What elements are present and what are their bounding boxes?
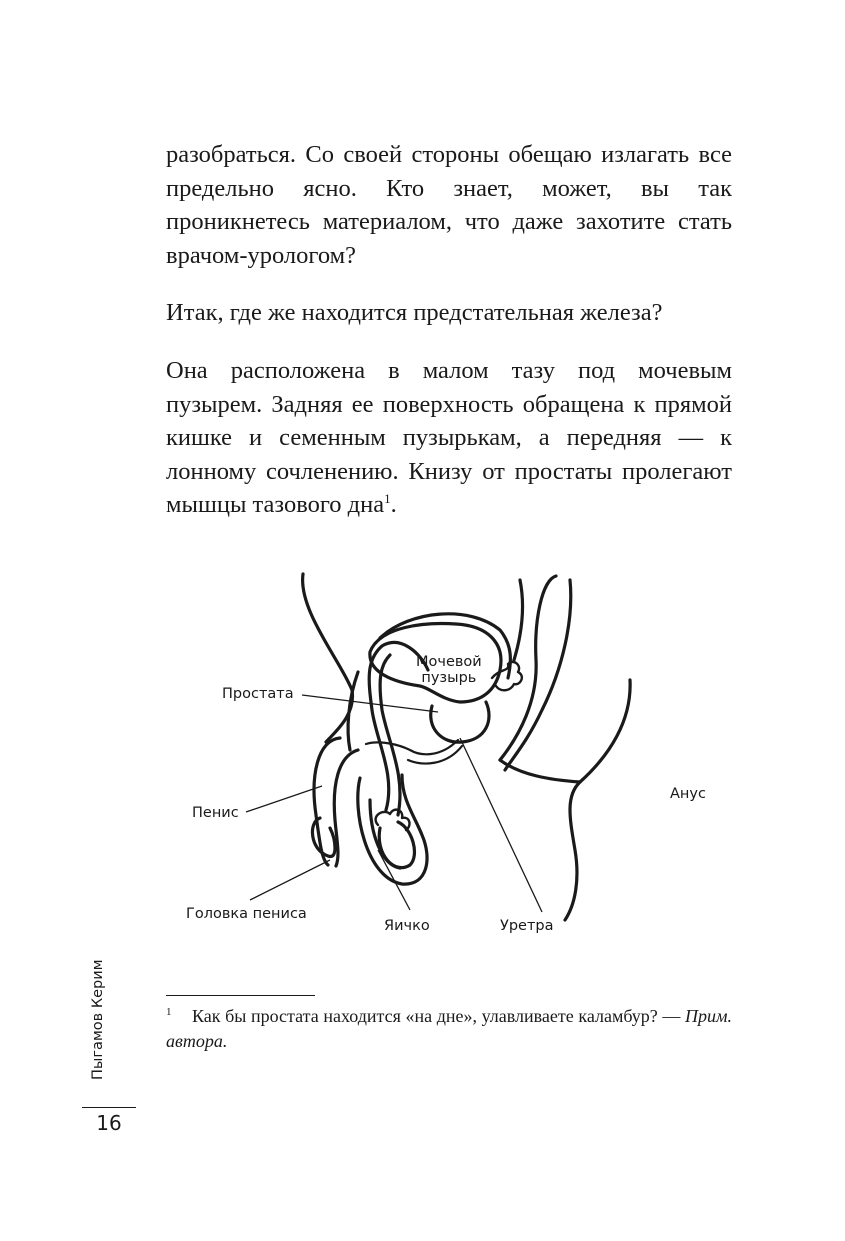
glans-leader (250, 860, 330, 900)
glans-label: Головка пениса (186, 906, 307, 922)
footnote (166, 1000, 732, 1054)
paragraph-intro: разобраться. Со своей стороны обещаю излагать все предельно ясно. Кто знает, может, вы так проникнетесь материалом, что даже захотите стать врачом-урологом? (166, 141, 732, 269)
penis-label: Пенис (192, 805, 239, 821)
paragraph-location-text: Она расположена в малом тазу под мочевым пузырем. Задняя ее поверхность обращена к прямой кишке и семенным пузырькам, а передняя — к лонному сочленению. Книзу от простаты пролегают мышцы тазового дна (166, 357, 732, 518)
penis-leader (246, 786, 322, 812)
prostate-leader (302, 695, 438, 712)
testicle-label: Яичко (384, 918, 430, 934)
footnote-rule (166, 995, 315, 996)
folio-rule (82, 1107, 136, 1108)
running-head-author: Пыгамов Керим (90, 959, 106, 1080)
prostate-label: Простата (222, 686, 294, 702)
urethra-leader (460, 738, 542, 912)
bladder-label-line1: Мочевой (416, 654, 482, 670)
anus-label: Анус (670, 786, 706, 802)
paragraph-question: Итак, где же находится предстательная железа? (166, 299, 663, 326)
testicle-leader (378, 850, 410, 910)
bladder-label (416, 654, 482, 686)
bladder-label-line2: пузырь (421, 670, 477, 686)
footnote-text: Как бы простата находится «на дне», улавливаете каламбур? — (192, 1006, 685, 1026)
footnote-attribution: Прим. автора. (166, 1006, 732, 1051)
paragraph-location: Она расположена в малом тазу под мочевым пузырем. Задняя ее поверхность обращена к прямой кишке и семенным пузырькам, а передняя — к лонному сочленению. Книзу от простаты пролегают мышцы тазового дна$^1$. (166, 357, 732, 518)
leader-lines (170, 560, 730, 950)
footnote-number: 1 (166, 1006, 172, 1018)
page-number: 16 (96, 1111, 122, 1135)
footnote-reference: 1 (384, 491, 391, 506)
anatomy-figure (170, 560, 730, 950)
urethra-label: Уретра (500, 918, 554, 934)
